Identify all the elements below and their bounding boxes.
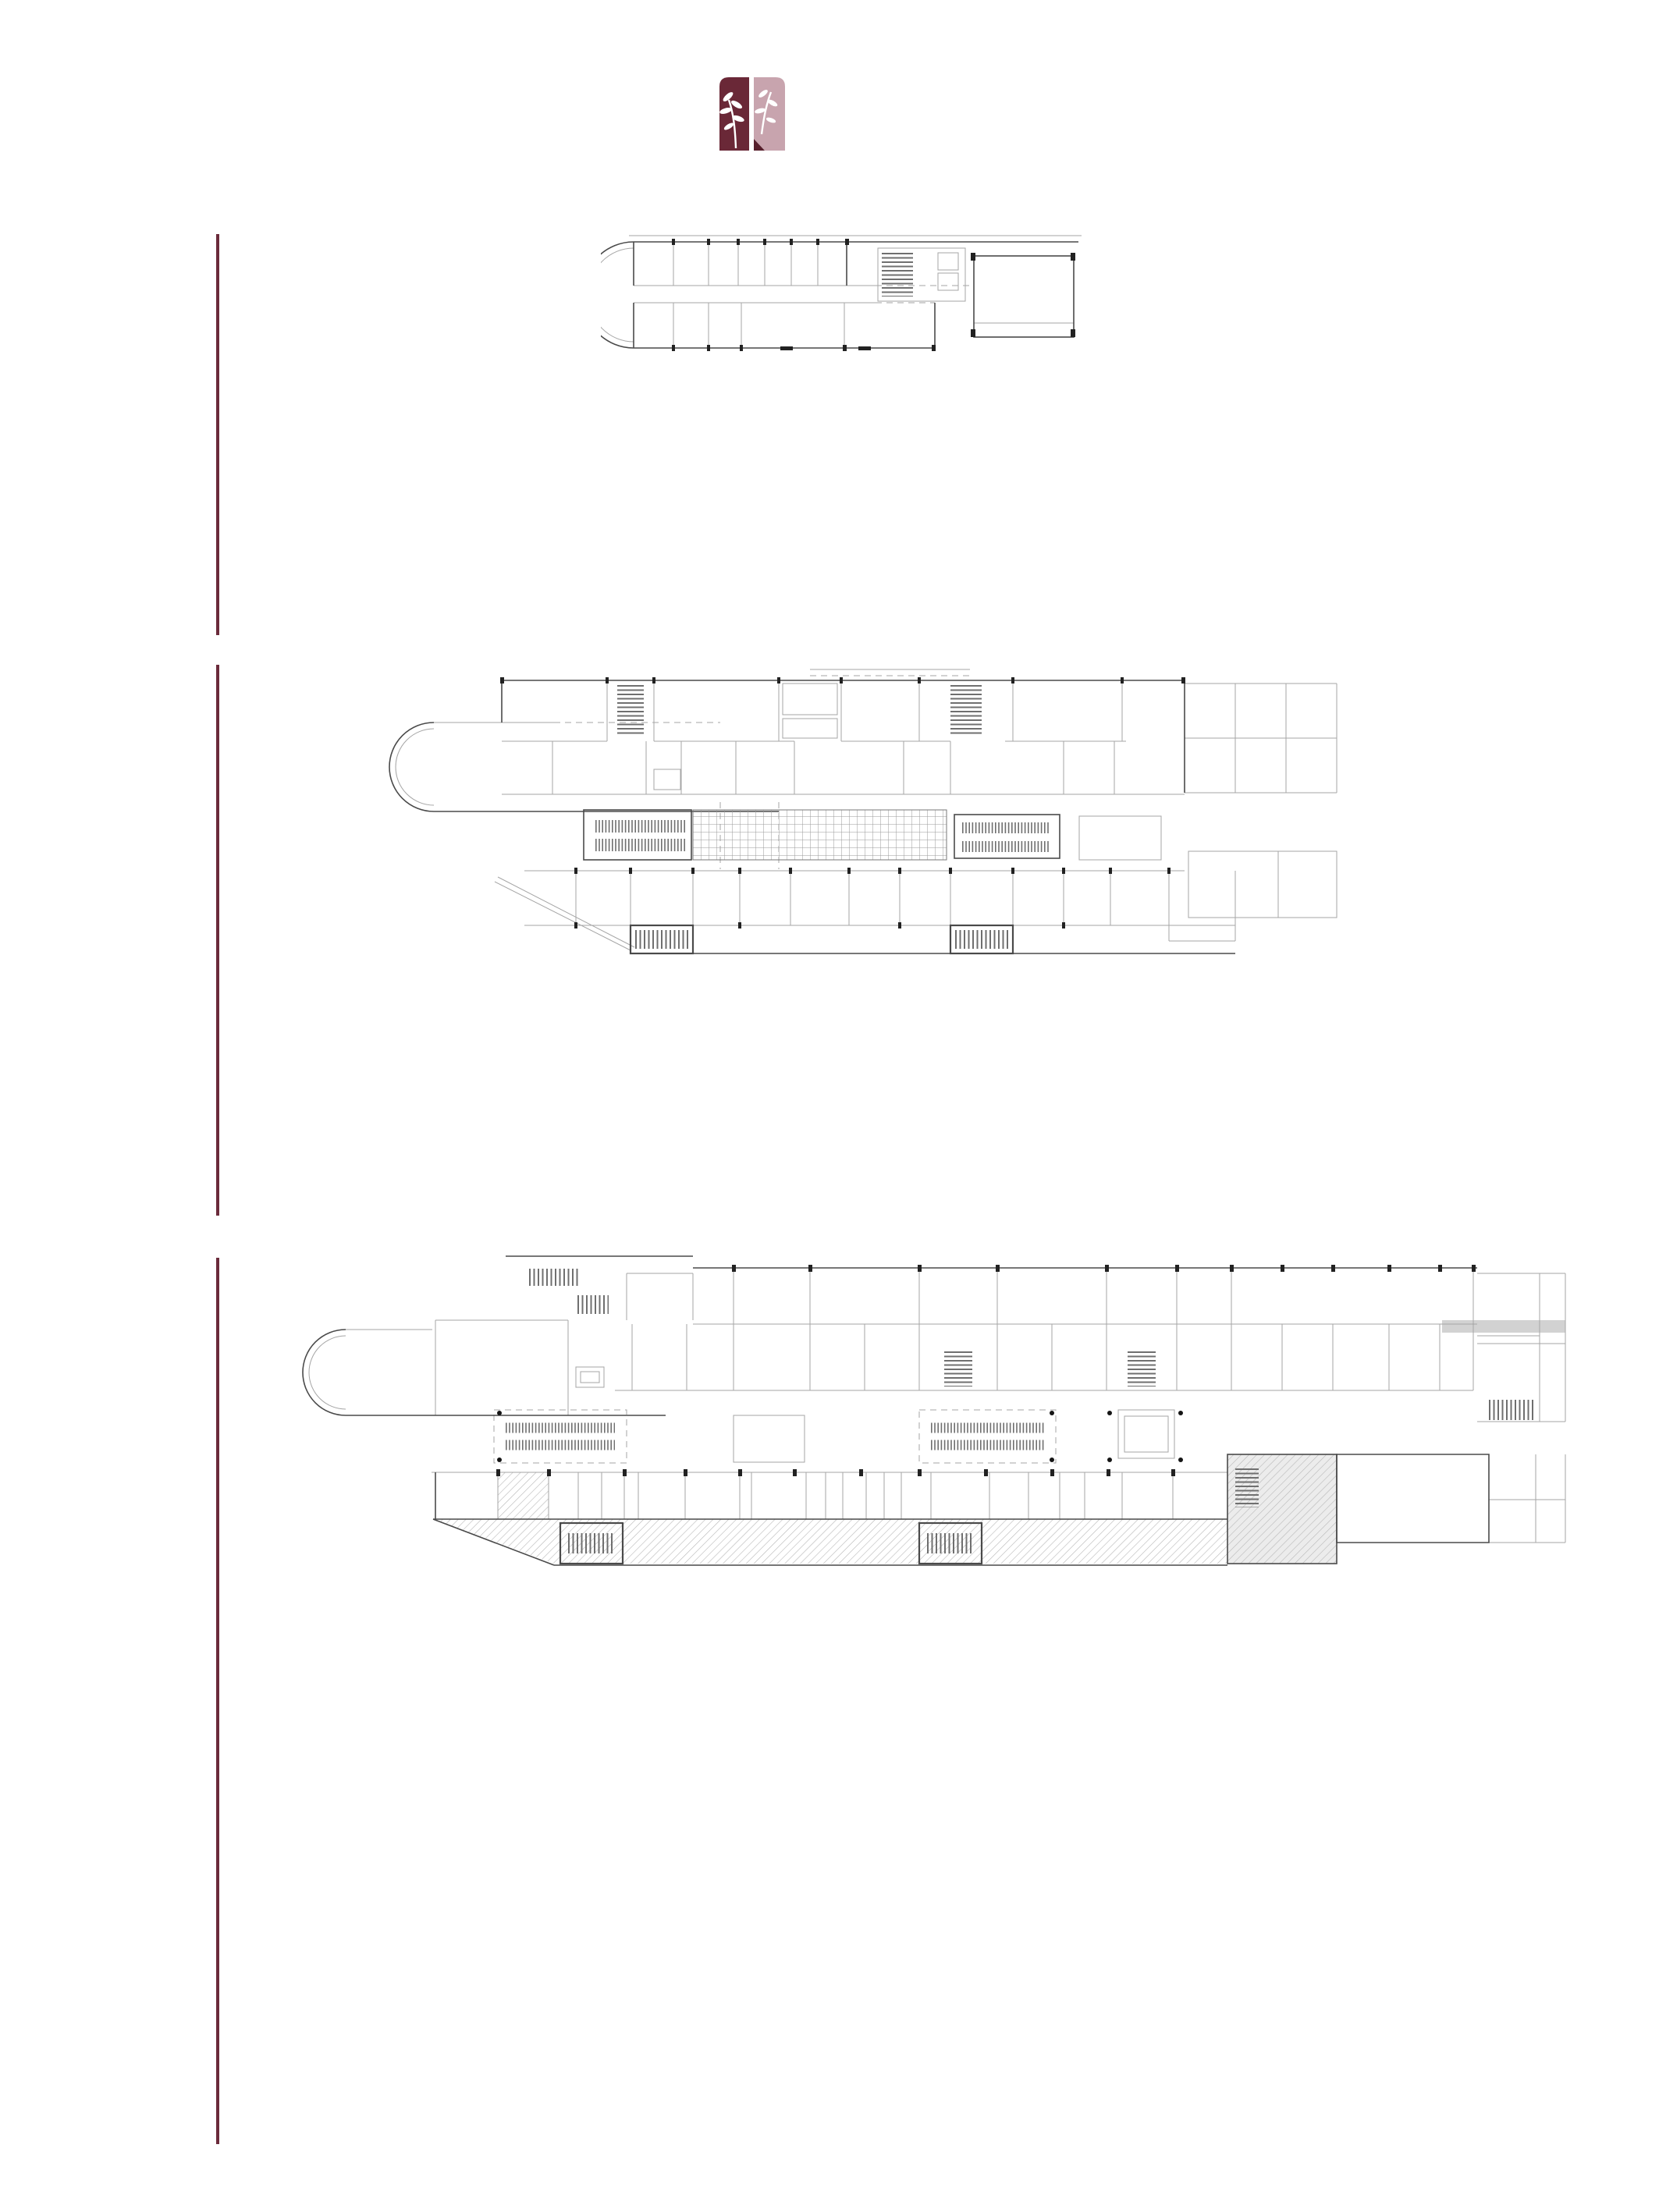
floor-0-escalators-icon: [506, 1428, 1044, 1445]
floor-1-rule: [216, 665, 219, 1216]
isla-logo-mark-icon: [715, 73, 790, 154]
floor-0-speckle-strip: [1442, 1320, 1565, 1333]
floor-0-rule: [216, 1258, 219, 2144]
floor-0-column-dots: [497, 1411, 1183, 1462]
floor-1-plan: [373, 660, 1341, 957]
floor-2-side-label: [142, 446, 208, 634]
floor-2-rule: [216, 234, 219, 635]
floor-2-thin-walls: [601, 236, 1082, 348]
floor-2-plan: [601, 229, 1100, 370]
isla-logo: [715, 73, 796, 165]
floor-1-side-label: [142, 1027, 208, 1214]
floor-1-piers: [500, 677, 1185, 928]
floor-0-gray-block-hatch: [1227, 1454, 1337, 1564]
floor-0-side-label: [142, 1955, 208, 2143]
floor-1-stair-hall-grid: [693, 810, 947, 860]
floor-0-service-hatch: [433, 1519, 1227, 1564]
floor-0-hatch-block-left: [498, 1472, 549, 1519]
floor-0-plan: [272, 1250, 1590, 1574]
floor-0-thin-walls: [309, 1268, 1565, 1543]
floor-0-piers: [496, 1265, 1476, 1476]
isla-logo-row: [715, 73, 796, 154]
floor-2-main-walls: [601, 242, 1078, 348]
